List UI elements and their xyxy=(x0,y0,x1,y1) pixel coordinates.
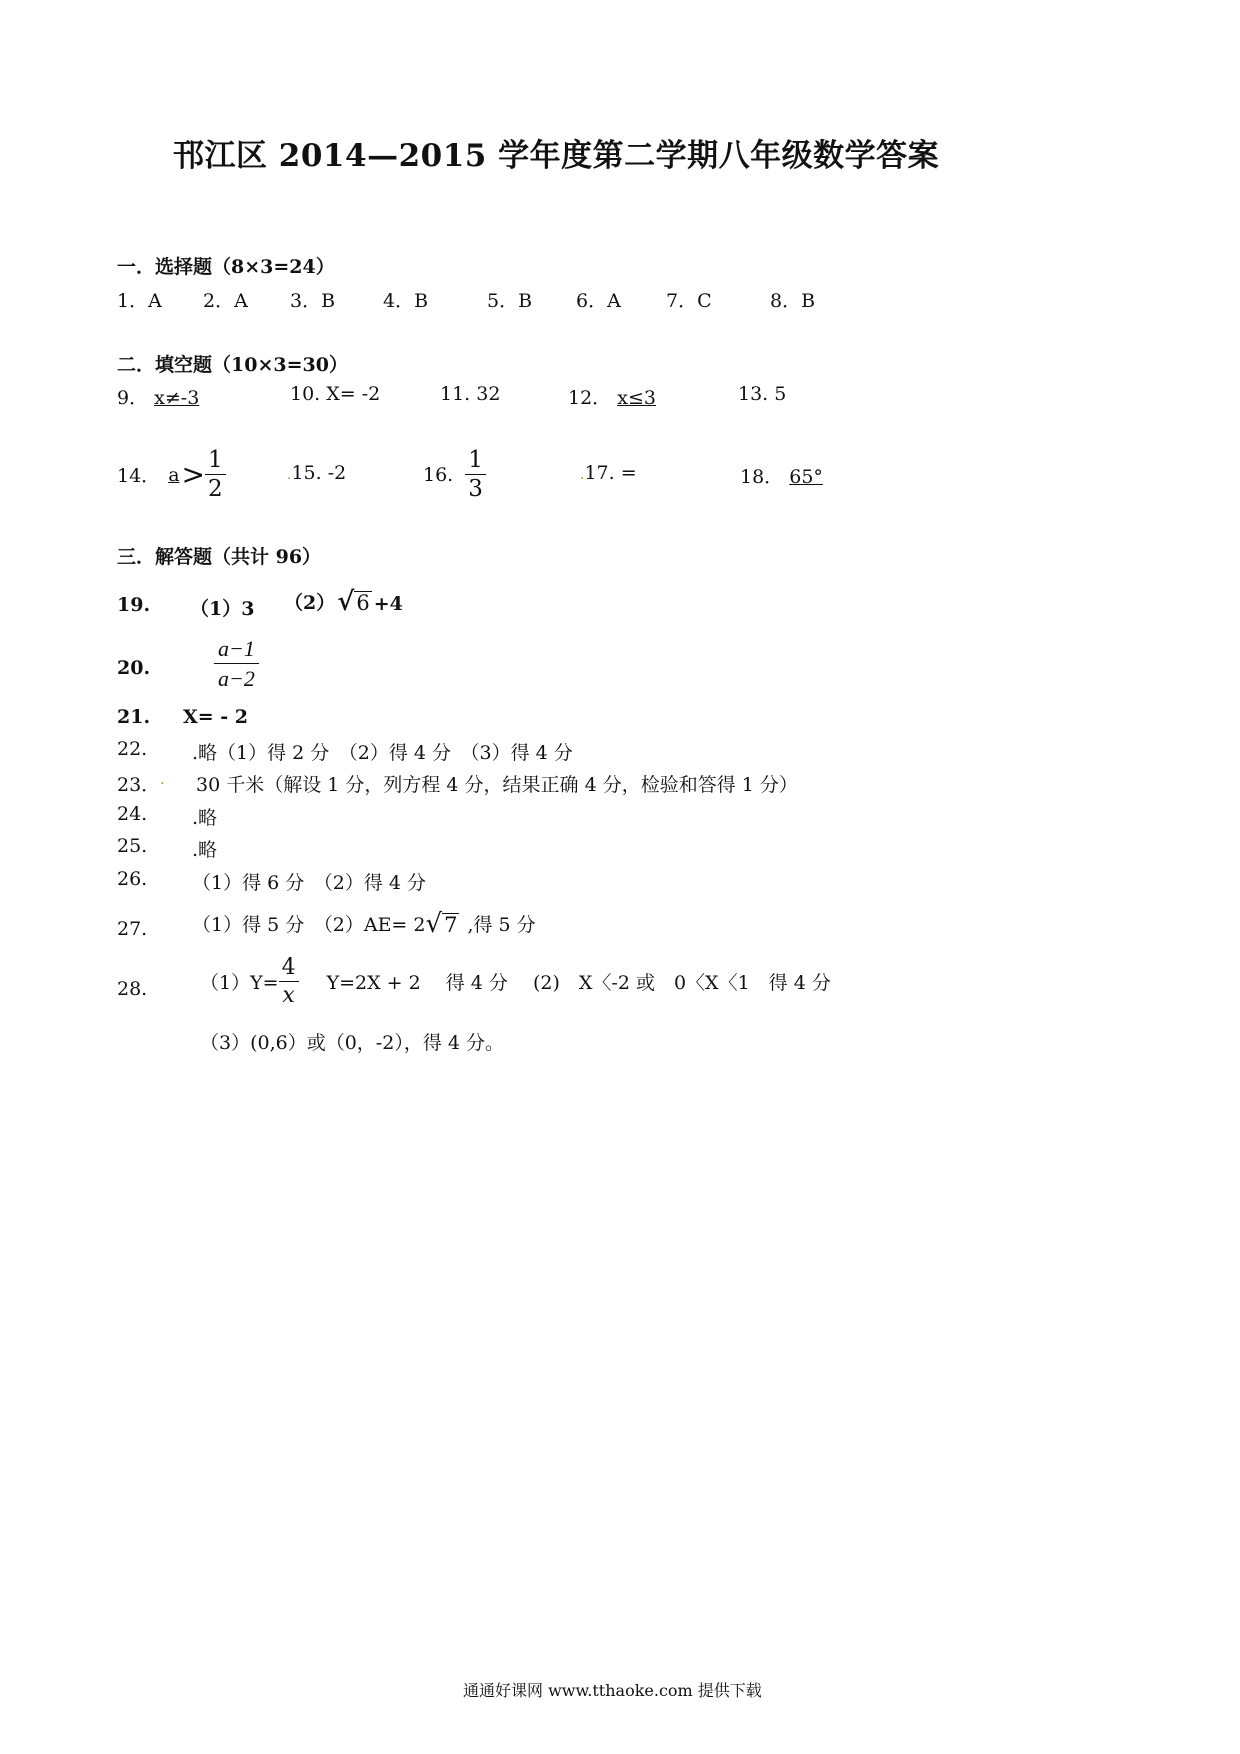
stray-mark-icon: . xyxy=(580,467,585,483)
q23-answer: 30 千米（解设 1 分，列方程 4 分，结果正确 4 分，检验和答得 1 分） xyxy=(196,774,798,796)
q20-number: 20. xyxy=(117,657,151,679)
part-label: （2） xyxy=(284,592,336,614)
q20-answer xyxy=(214,637,259,690)
fraction-denominator: x xyxy=(282,983,295,1009)
answer-variable: a xyxy=(168,463,180,486)
fill-answer-18 xyxy=(740,462,823,489)
q28-answer-line1 xyxy=(200,956,831,1007)
q25-answer: .略 xyxy=(192,839,218,861)
radicand: 6 xyxy=(356,590,370,615)
fraction-numerator: 1 xyxy=(205,448,226,475)
answer-text-2: Y=2X + 2 得 4 分 (2) X〈-2 或 0〈X〈1 得 4 分 xyxy=(326,972,831,995)
answer-value: x≤3 xyxy=(617,387,656,409)
question-number: 9． xyxy=(117,387,149,409)
q19-number: 19. xyxy=(117,594,151,616)
stray-mark-icon: . xyxy=(287,467,292,483)
greater-than-sign: > xyxy=(181,458,205,492)
question-number: 18． xyxy=(740,466,784,488)
fill-answer-15 xyxy=(287,462,346,484)
q23-number: 23． xyxy=(117,774,161,796)
fraction-denominator: a−2 xyxy=(218,666,255,692)
fraction xyxy=(214,637,259,690)
page-title: 邗江区 2014—2015 学年度第二学期八年级数学答案 xyxy=(173,138,940,174)
fill-answer-13: 13. 5 xyxy=(738,383,787,405)
q25-number: 25. xyxy=(117,835,148,857)
section-1-heading: 一．选择题（8×3=24） xyxy=(117,256,335,278)
fraction xyxy=(465,448,486,501)
answer-tail: ,得 5 分 xyxy=(467,914,536,936)
fraction-denominator: 2 xyxy=(207,476,223,503)
choice-answer-8: 8．B xyxy=(770,290,816,312)
answer-value: 65° xyxy=(789,466,823,488)
answer-value: x≠-3 xyxy=(154,387,200,409)
answer-text: 15. -2 xyxy=(291,462,347,484)
radicand: 7 xyxy=(444,912,458,937)
question-number: 12． xyxy=(568,387,612,409)
question-number: 16. xyxy=(423,463,454,486)
q19-part1: （1）3 xyxy=(190,598,255,620)
q26-number: 26. xyxy=(117,868,148,890)
answer-text: （1）得 5 分 （2）AE= 2 xyxy=(192,914,426,936)
fraction-numerator: 4 xyxy=(279,956,299,982)
section-3-heading: 三．解答题（共计 96） xyxy=(117,546,322,568)
choice-answer-4: 4．B xyxy=(383,290,429,312)
choice-answer-6: 6．A xyxy=(576,290,621,312)
fraction-denominator: 3 xyxy=(468,476,483,503)
fraction-numerator: a−1 xyxy=(214,637,259,664)
section-2-heading: 二．填空题（10×3=30） xyxy=(117,354,348,376)
fraction xyxy=(279,956,299,1007)
choice-answer-7: 7．C xyxy=(666,290,712,312)
answer-text: （1）Y= xyxy=(200,972,279,995)
tail: +4 xyxy=(373,593,403,615)
square-root xyxy=(337,589,371,615)
fraction-numerator: 1 xyxy=(465,448,486,475)
choice-answer-2: 2．A xyxy=(203,290,248,312)
q19-part2 xyxy=(284,588,403,615)
fill-answer-10: 10. X= -2 xyxy=(290,383,381,405)
stray-mark-icon: . xyxy=(160,772,165,788)
choice-answer-3: 3．B xyxy=(290,290,336,312)
question-number: 14． xyxy=(117,465,161,488)
q24-number: 24. xyxy=(117,803,148,825)
q22-answer: .略（1）得 2 分 （2）得 4 分 （3）得 4 分 xyxy=(192,742,573,764)
fill-answer-9 xyxy=(117,383,199,410)
fill-answer-16 xyxy=(423,448,486,501)
fraction xyxy=(205,448,226,501)
footer-source: 通通好课网 www.tthaoke.com 提供下载 xyxy=(463,1681,762,1700)
q27-number: 27. xyxy=(117,918,148,940)
q28-number: 28. xyxy=(117,978,148,1000)
q28-answer-line2: （3）(0,6）或（0，-2），得 4 分。 xyxy=(200,1032,504,1054)
fill-answer-12 xyxy=(568,383,656,410)
choice-answer-5: 5．B xyxy=(487,290,533,312)
q22-number: 22. xyxy=(117,738,148,760)
q26-answer: （1）得 6 分 （2）得 4 分 xyxy=(192,872,427,894)
fill-answer-11: 11. 32 xyxy=(440,383,501,405)
fill-answer-14 xyxy=(117,448,226,501)
q21-number: 21. xyxy=(117,706,151,728)
square-root xyxy=(425,911,459,937)
choice-answer-1: 1．A xyxy=(117,290,162,312)
radical-sign-icon: √ xyxy=(337,587,355,617)
fill-answer-17 xyxy=(580,462,637,484)
q27-answer xyxy=(192,910,536,937)
answer-text: 17. = xyxy=(584,462,637,484)
q24-answer: .略 xyxy=(192,807,218,829)
q21-answer: X= - 2 xyxy=(183,706,248,728)
radical-sign-icon: √ xyxy=(425,909,443,939)
